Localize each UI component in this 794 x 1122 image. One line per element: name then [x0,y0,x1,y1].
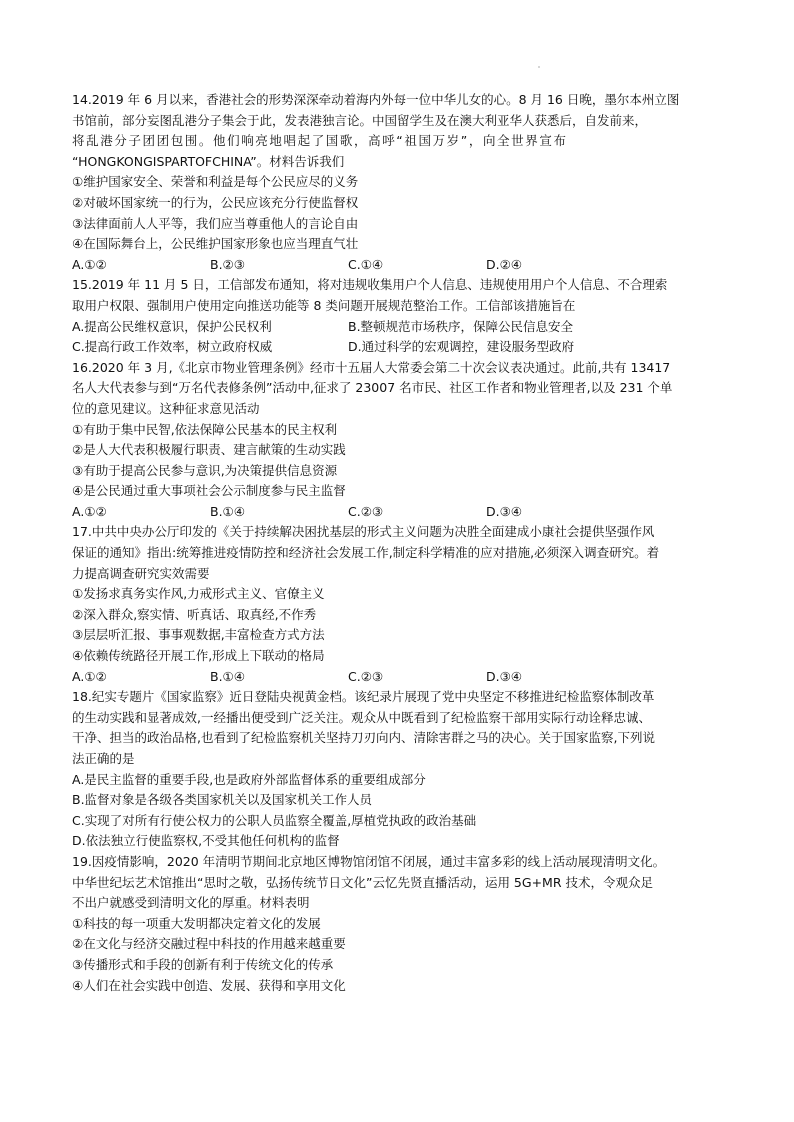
question-18 [72,687,724,852]
statement-item: ①发扬求真务实作风,力戒形式主义、官僚主义 [72,586,325,602]
option-c: C.实现了对所有行使公权力的公职人员监察全覆盖,厚植党执政的政治基础 [72,812,477,828]
question-stem-line: 力提高调查研究实效需要 [72,565,210,581]
option-d: D.通过科学的宏观调控，建设服务型政府 [348,339,575,355]
question-16 [72,358,724,523]
option-a: A.提高公民维权意识，保护公民权利 [72,318,272,334]
statement-item: ①有助于集中民智,依法保障公民基本的民主权利 [72,421,338,437]
question-stem-line: 保证的通知》指出:统筹推进疫情防控和经济社会发展工作,制定科学精准的应对措施,必须深入调查研究。着 [72,545,660,561]
statement-item: ③法律面前人人平等，我们应当尊重他人的言论自由 [72,215,359,231]
question-stem-line: 14.2019 年 6 月以来，香港社会的形势深深牵动着海内外每一位中华儿女的心。8 月 16 日晚，墨尔本州立图 [72,92,680,107]
option-d: D.③④ [486,503,523,519]
question-stem-line: “HONGKONGISPARTOFCHINA”。材料告诉我们 [72,153,345,169]
question-stem-line: 19.因疫情影响，2020 年清明节期间北京地区博物馆闭馆不闭展，通过丰富多彩的线上活动展现清明文化。 [72,853,666,869]
option-c: C.提高行政工作效率，树立政府权威 [72,339,273,355]
option-a: A.是民主监督的重要手段,也是政府外部监督体系的重要组成部分 [72,771,426,787]
question-stem-line: 16.2020 年 3 月,《北京市物业管理条例》经市十五届人大常委会第二十次会议表决通过。此前,共有 13417 [72,359,671,375]
option-a: A.①② [72,503,107,519]
option-c: C.②③ [348,503,384,519]
answer-options [72,502,724,523]
statement-item: ②对破坏国家统一的行为，公民应该充分行使监督权 [72,194,359,210]
statement-item: ②深入群众,察实情、听真话、取真经,不作秀 [72,606,317,622]
option-b: B.①④ [210,668,245,684]
option-b: B.①④ [210,503,245,519]
option-a: A.①② [72,668,107,684]
question-stem-line: 取用户权限、强制用户使用定向推送功能等 8 类问题开展规范整治工作。工信部该措施旨在 [72,297,576,313]
statement-item: ④是公民通过重大事项社会公示制度参与民主监督 [72,483,346,499]
answer-options [72,667,724,688]
statement-item: ③有助于提高公民参与意识,为决策提供信息资源 [72,462,338,478]
question-14 [72,90,724,275]
page-dot-mark [538,66,540,68]
statement-item: ①维护国家安全、荣誉和利益是每个公民应尽的义务 [72,174,359,190]
question-stem-line: 的生动实践和显著成效,一经播出便受到广泛关注。观众从中既看到了纪检监察干部用实际行动诠释忠诚、 [72,709,651,725]
answer-options [72,255,724,276]
question-stem-line: 不出户就感受到清明文化的厚重。材料表明 [72,895,310,911]
option-d: D.③④ [486,668,523,684]
answer-options-row [72,317,724,338]
question-stem-line: 18.纪实专题片《国家监察》近日登陆央视黄金档。该纪录片展现了党中央坚定不移推进纪检监察体制改革 [72,689,655,705]
question-stem-line: 15.2019 年 11 月 5 日，工信部发布通知，将对违规收集用户个人信息、违规使用用户个人信息、不合理索 [72,277,668,293]
question-stem-line: 干净、担当的政治品格,也看到了纪检监察机关坚持刀刃向内、清除害群之马的决心。关于国家监察,下列说 [72,730,655,746]
question-15 [72,275,724,357]
statement-item: ④在国际舞台上，公民维护国家形象也应当理直气壮 [72,236,359,252]
option-c: C.①④ [348,256,384,272]
exam-page [72,90,724,996]
option-a: A.①② [72,256,107,272]
statement-item: ③传播形式和手段的创新有利于传统文化的传承 [72,956,334,972]
question-stem-line: 中华世纪坛艺术馆推出“思时之敬，弘扬传统节日文化”云忆先贤直播活动，运用 5G+MR 技术，令观众足 [72,874,653,890]
statement-item: ④依赖传统路径开展工作,形成上下联动的格局 [72,648,325,664]
question-stem-line: 将乱港分子团团包围。他们响亮地唱起了国歌，高呼“祖国万岁”，向全世界宣布 [72,133,568,149]
option-b: B.②③ [210,256,245,272]
statement-item: ④人们在社会实践中创造、发展、获得和享用文化 [72,977,346,993]
answer-options-row [72,337,724,358]
option-d: D.②④ [486,256,523,272]
statement-item: ③层层听汇报、事事观数据,丰富检查方式方法 [72,627,325,643]
question-stem-line: 位的意见建议。这种征求意见活动 [72,400,260,416]
question-stem-line: 书馆前，部分妄图乱港分子集会于此，发表港独言论。中国留学生及在澳大利亚华人获悉后，自发前来， [72,112,648,128]
statement-item: ①科技的每一项重大发明都决定着文化的发展 [72,915,321,931]
question-17 [72,522,724,687]
question-19 [72,852,724,996]
statement-item: ②在文化与经济交融过程中科技的作用越来越重要 [72,936,346,952]
question-stem-line: 17.中共中央办公厅印发的《关于持续解决困扰基层的形式主义问题为决胜全面建成小康社会提供坚强作风 [72,524,655,540]
option-b: B.监督对象是各级各类国家机关以及国家机关工作人员 [72,792,373,808]
option-d: D.依法独立行使监察权,不受其他任何机构的监督 [72,833,340,849]
statement-item: ②是人大代表积极履行职责、建言献策的生动实践 [72,442,346,458]
question-stem-line: 名人大代表参与到“万名代表修条例”活动中,征求了 23007 名市民、社区工作者和物业管理者,以及 231 个单 [72,380,673,396]
option-c: C.②③ [348,668,384,684]
option-b: B.整顿规范市场秩序，保障公民信息安全 [348,318,574,334]
question-stem-line: 法正确的是 [72,751,135,766]
